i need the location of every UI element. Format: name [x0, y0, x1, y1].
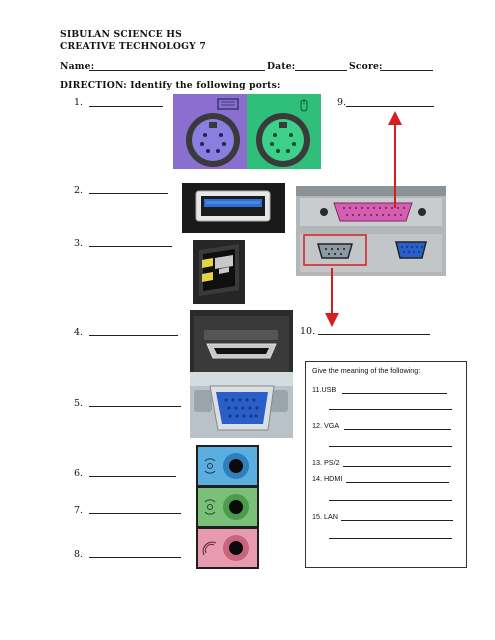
q14-blank-1[interactable] — [346, 482, 449, 483]
red-arrows — [320, 108, 410, 336]
score-label: Score: — [349, 61, 383, 72]
item-number-10: 10. — [300, 326, 316, 337]
meaning-box-title: Give the meaning of the following: — [312, 366, 421, 375]
item-number-4: 4. — [74, 327, 84, 338]
ps2-ports-image — [173, 94, 321, 169]
answer-blank-9[interactable] — [346, 106, 434, 107]
q11-blank-2[interactable] — [329, 409, 452, 410]
q13-label: 13. PS/2 — [312, 458, 340, 467]
q14-blank-2[interactable] — [329, 500, 452, 501]
item-number-6: 6. — [74, 468, 84, 479]
direction-text: DIRECTION: Identify the following ports: — [60, 80, 281, 91]
item-number-1: 1. — [74, 97, 84, 108]
q12-blank-1[interactable] — [344, 429, 451, 430]
vga-port-image — [190, 372, 293, 438]
item-number-7: 7. — [74, 505, 84, 516]
lan-port-image — [193, 240, 245, 304]
hdmi-port-image — [190, 310, 293, 378]
score-blank[interactable] — [380, 70, 433, 71]
subject-title: CREATIVE TECHNOLOGY 7 — [60, 41, 206, 52]
item-number-8: 8. — [74, 549, 84, 560]
name-label: Name: — [60, 61, 95, 72]
school-name: SIBULAN SCIENCE HS — [60, 29, 182, 40]
q12-blank-2[interactable] — [329, 446, 452, 447]
answer-blank-3[interactable] — [89, 246, 172, 247]
item-number-5: 5. — [74, 398, 84, 409]
date-label: Date: — [267, 61, 296, 72]
q11-label: 11.USB — [312, 385, 337, 394]
answer-blank-8[interactable] — [89, 557, 181, 558]
item-number-3: 3. — [74, 238, 84, 249]
date-blank[interactable] — [295, 70, 347, 71]
answer-blank-7[interactable] — [89, 513, 181, 514]
q13-blank-1[interactable] — [343, 466, 451, 467]
answer-blank-6[interactable] — [89, 476, 176, 477]
answer-blank-4[interactable] — [89, 335, 178, 336]
q12-label: 12. VGA — [312, 421, 340, 430]
name-blank[interactable] — [89, 70, 265, 71]
q15-blank-2[interactable] — [329, 538, 452, 539]
q15-blank-1[interactable] — [341, 520, 453, 521]
answer-blank-5[interactable] — [89, 406, 181, 407]
q15-label: 15. LAN — [312, 512, 338, 521]
answer-blank-1[interactable] — [89, 106, 163, 107]
item-number-2: 2. — [74, 185, 84, 196]
answer-blank-2[interactable] — [89, 193, 168, 194]
usb-port-image — [182, 183, 285, 233]
audio-jacks-image — [196, 445, 259, 569]
item-number-9: 9. — [337, 97, 347, 108]
q11-blank-1[interactable] — [342, 393, 447, 394]
q14-label: 14. HDMI — [312, 474, 343, 483]
